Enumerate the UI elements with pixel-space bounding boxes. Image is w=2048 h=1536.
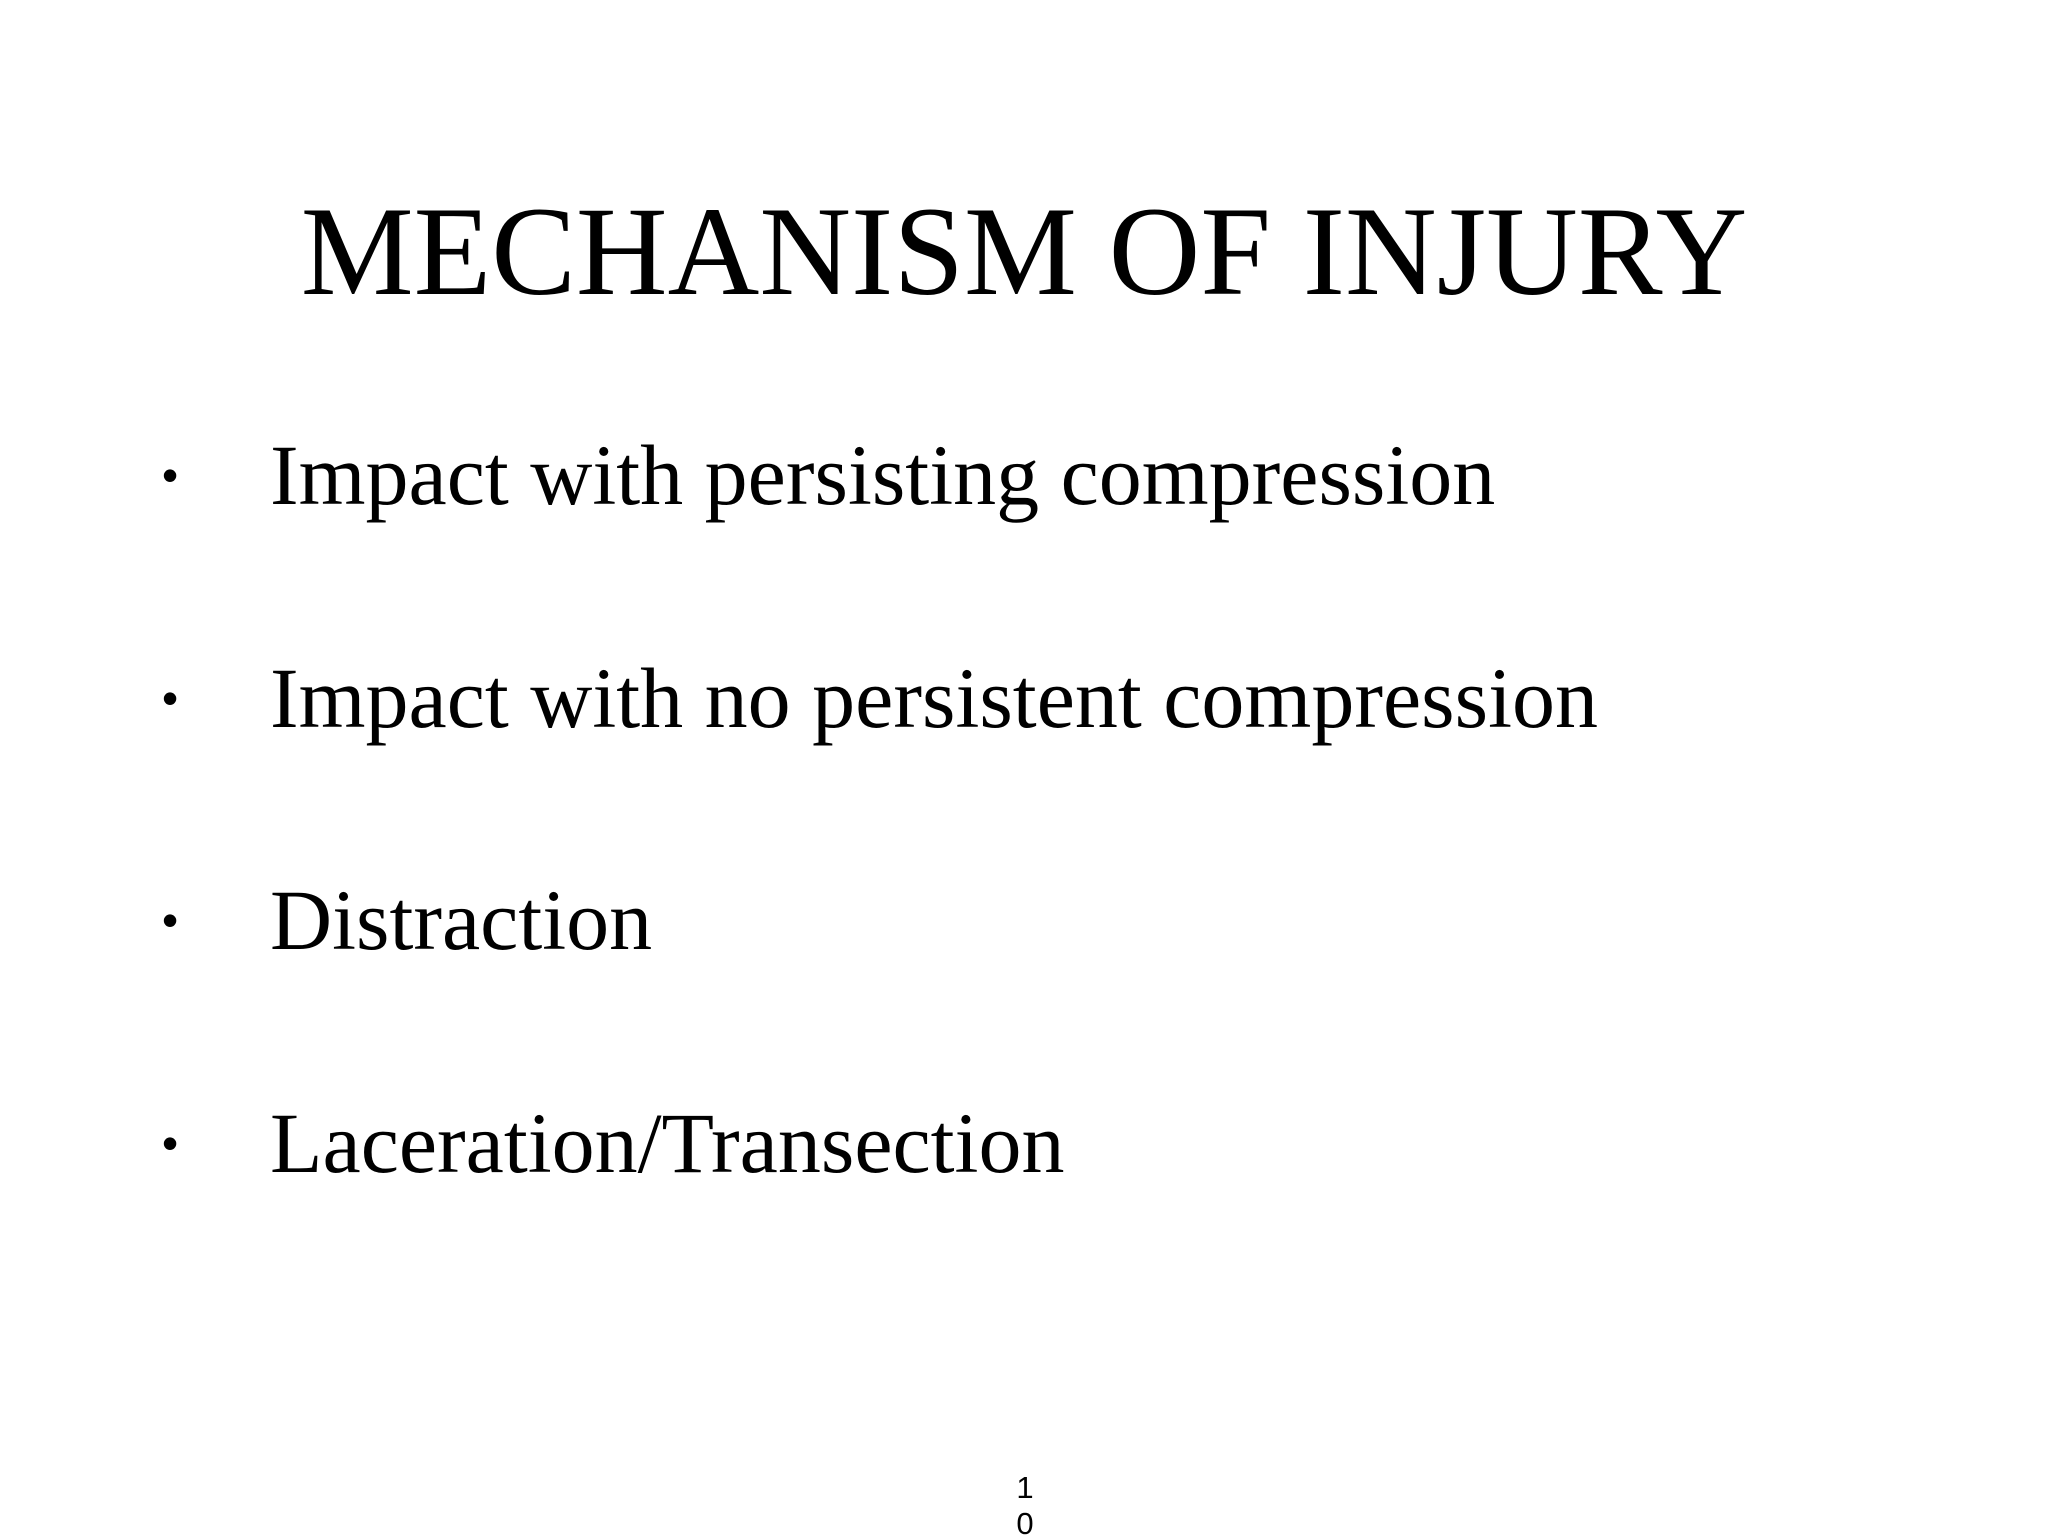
slide-title: MECHANISM OF INJURY [300, 182, 1748, 322]
list-item [0, 860, 2048, 980]
list-item [0, 415, 2048, 535]
bullet-text: Impact with persisting compression [270, 427, 1496, 523]
page-number: 10 [1016, 1470, 1034, 1536]
bullet-icon: • [161, 449, 179, 501]
list-item [0, 1083, 2048, 1203]
bullet-text: Laceration/Transection [270, 1095, 1065, 1191]
bullet-text: Distraction [270, 872, 653, 968]
bullet-icon: • [161, 672, 179, 724]
bullet-text: Impact with no persistent compression [270, 650, 1598, 746]
list-item [0, 638, 2048, 758]
bullet-icon: • [161, 894, 179, 946]
bullet-icon: • [161, 1117, 179, 1169]
